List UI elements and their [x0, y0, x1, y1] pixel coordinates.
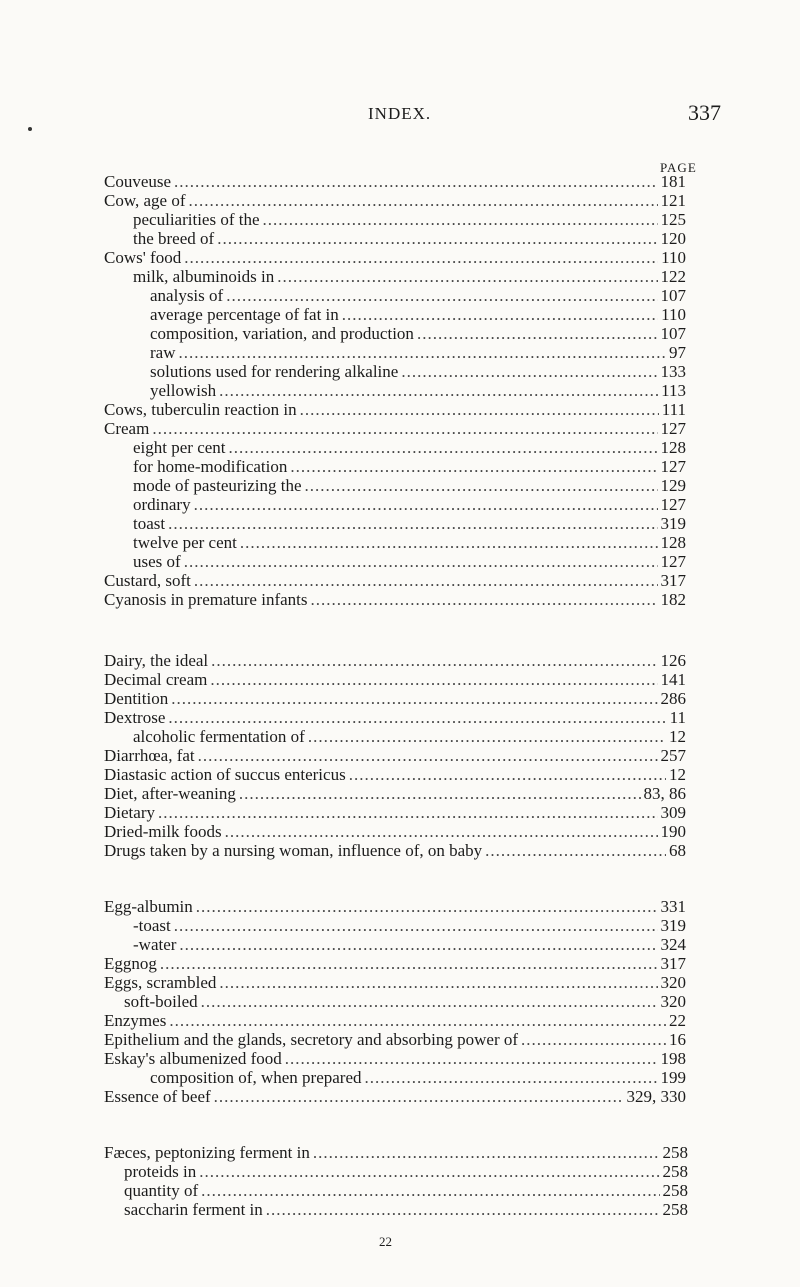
index-term: Egg-albumin [104, 897, 193, 916]
index-term: yellowish [150, 381, 217, 400]
index-term: Cyanosis in premature infants [104, 590, 308, 609]
index-entry [150, 324, 686, 343]
index-entry [104, 651, 686, 670]
index-entry [133, 727, 686, 746]
index-entry [104, 1143, 688, 1162]
index-entry [104, 746, 686, 765]
dot-leader [152, 419, 657, 438]
index-term: Epithelium and the glands, secretory and absorbing power of [104, 1030, 519, 1049]
index-entry [133, 916, 686, 935]
index-entry [133, 495, 686, 514]
dot-leader [240, 533, 658, 552]
dot-leader [308, 727, 666, 746]
index-pages: 128 [660, 438, 686, 457]
index-pages: 181 [660, 172, 686, 191]
index-pages: 122 [660, 267, 686, 286]
index-pages: 16 [669, 1030, 686, 1049]
index-term: Couveuse [104, 172, 172, 191]
index-term: eight per cent [133, 438, 226, 457]
index-entry [104, 172, 686, 191]
index-entry [104, 400, 686, 419]
index-entry [133, 229, 686, 248]
index-entry [104, 897, 686, 916]
index-entry [104, 822, 686, 841]
index-term: average percentage of fat in [150, 305, 339, 324]
dot-leader [201, 992, 658, 1011]
index-pages: 127 [660, 495, 686, 514]
dot-leader [349, 765, 666, 784]
index-pages: 324 [660, 935, 686, 954]
index-entry [133, 935, 686, 954]
index-pages: 317 [660, 954, 686, 973]
signature-mark: 22 [379, 1234, 392, 1249]
index-entry [133, 476, 686, 495]
index-entry [104, 1087, 686, 1106]
page-column-heading: PAGE [660, 160, 697, 175]
index-term: Decimal cream [104, 670, 208, 689]
index-entry [104, 670, 686, 689]
index-pages: 110 [661, 305, 686, 324]
dot-leader [174, 916, 658, 935]
dot-leader [178, 343, 666, 362]
index-term: Essence of beef [104, 1087, 211, 1106]
dot-leader [365, 1068, 658, 1087]
dot-leader [169, 1011, 666, 1030]
index-pages: 331 [660, 897, 686, 916]
index-term: Cows, tuberculin reaction in [104, 400, 297, 419]
running-header [0, 100, 800, 134]
index-term: Diastasic action of succus entericus [104, 765, 346, 784]
dot-leader [211, 651, 657, 670]
index-entry [104, 708, 686, 727]
index-term: soft-boiled [124, 992, 198, 1011]
index-term: solutions used for rendering alkaline [150, 362, 399, 381]
index-entry [133, 457, 686, 476]
index-pages: 320 [660, 992, 686, 1011]
index-pages: 127 [660, 419, 686, 438]
dot-leader [194, 571, 658, 590]
dot-leader [217, 229, 657, 248]
dot-leader [201, 1181, 659, 1200]
index-term: mode of pasteurizing the [133, 476, 302, 495]
index-term: Eggs, scrambled [104, 973, 217, 992]
index-term: uses of [133, 552, 181, 571]
dot-leader [401, 362, 657, 381]
index-pages: 141 [660, 670, 686, 689]
dot-leader [160, 954, 658, 973]
index-pages: 127 [660, 552, 686, 571]
dot-leader [521, 1030, 666, 1049]
index-term: Dried-milk foods [104, 822, 222, 841]
dot-leader [189, 191, 658, 210]
index-term: -toast [133, 916, 171, 935]
index-term: Diet, after-weaning [104, 784, 236, 803]
index-entry [104, 803, 686, 822]
index-term: raw [150, 343, 176, 362]
index-term: quantity of [124, 1181, 199, 1200]
index-term: Cow, age of [104, 191, 186, 210]
index-term: analysis of [150, 286, 224, 305]
index-term: Dentition [104, 689, 169, 708]
dot-leader [285, 1049, 658, 1068]
index-entry [104, 954, 686, 973]
dot-leader [485, 841, 666, 860]
index-term: toast [133, 514, 166, 533]
index-pages: 120 [660, 229, 686, 248]
dot-leader [263, 210, 658, 229]
index-pages: 319 [660, 916, 686, 935]
index-entry [150, 362, 686, 381]
dot-leader [171, 689, 657, 708]
index-pages: 199 [660, 1068, 686, 1087]
index-pages: 12 [669, 765, 686, 784]
index-pages: 309 [660, 803, 686, 822]
index-entry [104, 1011, 686, 1030]
index-entry [133, 438, 686, 457]
index-term: the breed of [133, 229, 215, 248]
index-term: Dextrose [104, 708, 166, 727]
index-pages: 11 [669, 708, 686, 727]
index-pages: 125 [660, 210, 686, 229]
index-pages: 83, 86 [643, 784, 686, 803]
index-pages: 110 [661, 248, 686, 267]
index-pages: 320 [660, 973, 686, 992]
index-pages: 317 [660, 571, 686, 590]
index-pages: 107 [660, 286, 686, 305]
index-entry [124, 1162, 688, 1181]
index-term: Cows' food [104, 248, 182, 267]
index-term: ordinary [133, 495, 191, 514]
index-entry [104, 419, 686, 438]
index-entry [150, 381, 686, 400]
dot-leader [313, 1143, 660, 1162]
index-term: Dairy, the ideal [104, 651, 209, 670]
index-entry [124, 1181, 688, 1200]
dot-leader [219, 973, 657, 992]
index-entry [104, 765, 686, 784]
index-entry [133, 210, 686, 229]
index-entry [104, 248, 686, 267]
index-pages: 127 [660, 457, 686, 476]
dot-leader [198, 746, 658, 765]
dot-leader [266, 1200, 660, 1219]
index-term: milk, albuminoids in [133, 267, 275, 286]
index-term: Dietary [104, 803, 155, 822]
dot-leader [239, 784, 641, 803]
index-entry [104, 784, 686, 803]
dot-leader [277, 267, 657, 286]
index-entry [104, 590, 686, 609]
index-pages: 286 [660, 689, 686, 708]
index-entry [104, 1049, 686, 1068]
index-pages: 107 [660, 324, 686, 343]
index-entry [104, 571, 686, 590]
index-term: Eggnog [104, 954, 157, 973]
index-entry [133, 533, 686, 552]
dot-leader [210, 670, 657, 689]
index-entry [133, 514, 686, 533]
dot-leader [311, 590, 658, 609]
index-pages: 111 [661, 400, 686, 419]
index-pages: 182 [660, 590, 686, 609]
page-number: 337 [688, 100, 721, 125]
index-term: Fæces, peptonizing ferment in [104, 1143, 310, 1162]
dot-leader [342, 305, 658, 324]
index-pages: 22 [669, 1011, 686, 1030]
index-pages: 129 [660, 476, 686, 495]
index-entry [150, 305, 686, 324]
index-entry [150, 286, 686, 305]
dot-leader [219, 381, 658, 400]
index-pages: 113 [661, 381, 686, 400]
index-entry [104, 689, 686, 708]
index-pages: 329, 330 [626, 1087, 686, 1106]
index-pages: 97 [669, 343, 686, 362]
dot-leader [184, 552, 658, 571]
index-term: alcoholic fermentation of [133, 727, 305, 746]
dot-leader [158, 803, 658, 822]
index-entry [133, 267, 686, 286]
dot-leader [290, 457, 657, 476]
dot-leader [225, 822, 658, 841]
dot-leader [226, 286, 657, 305]
index-term: composition of, when prepared [150, 1068, 362, 1087]
header-title: INDEX. [368, 104, 432, 123]
dot-leader [168, 514, 657, 533]
index-term: Custard, soft [104, 571, 191, 590]
index-term: twelve per cent [133, 533, 237, 552]
dot-leader [305, 476, 658, 495]
dot-leader [417, 324, 658, 343]
dot-leader [184, 248, 658, 267]
index-term: peculiarities of the [133, 210, 260, 229]
dot-leader [174, 172, 657, 191]
dot-leader [229, 438, 658, 457]
index-pages: 198 [660, 1049, 686, 1068]
dot-leader [199, 1162, 659, 1181]
index-pages: 121 [660, 191, 686, 210]
index-entry [104, 1030, 686, 1049]
index-entry [150, 343, 686, 362]
index-term: Diarrhœa, fat [104, 746, 195, 765]
index-entry [104, 841, 686, 860]
index-term: Enzymes [104, 1011, 167, 1030]
index-pages: 258 [662, 1200, 688, 1219]
index-entry [124, 1200, 688, 1219]
dot-leader [194, 495, 658, 514]
index-pages: 12 [669, 727, 686, 746]
index-pages: 128 [660, 533, 686, 552]
index-term: composition, variation, and production [150, 324, 414, 343]
index-term: proteids in [124, 1162, 197, 1181]
index-pages: 258 [662, 1181, 688, 1200]
index-entry [133, 552, 686, 571]
index-term: Drugs taken by a nursing woman, influence of, on baby [104, 841, 483, 860]
index-pages: 319 [660, 514, 686, 533]
index-entry [104, 973, 686, 992]
dot-leader [300, 400, 659, 419]
index-pages: 133 [660, 362, 686, 381]
index-term: Cream [104, 419, 150, 438]
index-pages: 258 [662, 1162, 688, 1181]
index-term: -water [133, 935, 177, 954]
index-pages: 257 [660, 746, 686, 765]
index-pages: 190 [660, 822, 686, 841]
dot-leader [214, 1087, 624, 1106]
dot-leader [196, 897, 658, 916]
index-term: for home-modification [133, 457, 288, 476]
dot-leader [168, 708, 666, 727]
index-term: Eskay's albumenized food [104, 1049, 282, 1068]
index-entry [104, 191, 686, 210]
index-pages: 258 [662, 1143, 688, 1162]
dot-leader [179, 935, 657, 954]
index-term: saccharin ferment in [124, 1200, 263, 1219]
index-pages: 68 [669, 841, 686, 860]
index-entry [150, 1068, 686, 1087]
index-entry [124, 992, 686, 1011]
index-pages: 126 [660, 651, 686, 670]
